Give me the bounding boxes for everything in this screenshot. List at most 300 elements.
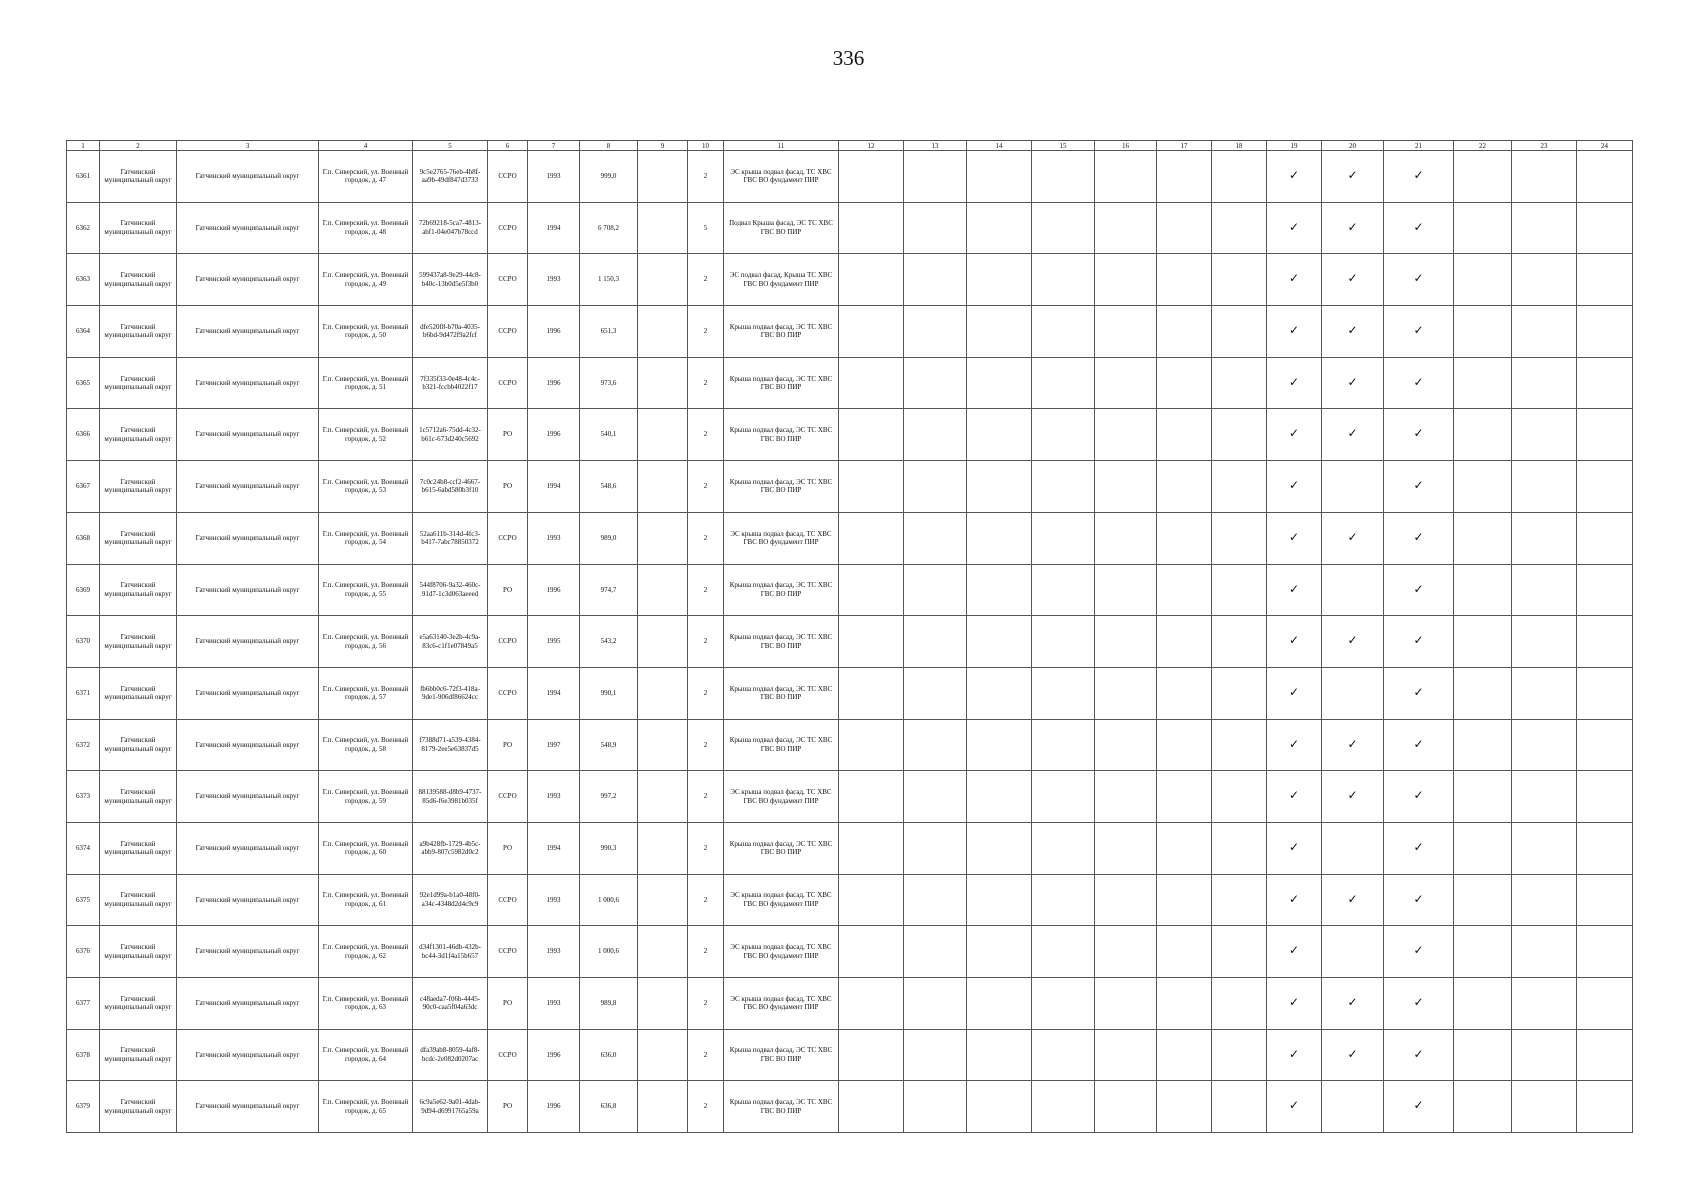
check-icon: ✓ [1288,374,1300,389]
empty-cell [1157,719,1212,771]
municipality-name: Гатчинский муниципальный округ [177,357,319,409]
floors: 5 [688,202,724,254]
check-cell [1322,254,1384,306]
empty-cell [1157,306,1212,358]
empty-cell [1157,254,1212,306]
check-cell [1384,719,1454,771]
check-cell [1384,254,1454,306]
check-cell [1322,771,1384,823]
check-cell [1267,667,1322,719]
page-number: 336 [832,46,865,70]
check-icon: ✓ [1288,219,1300,234]
check-icon: ✓ [1288,323,1300,338]
empty-cell [1157,926,1212,978]
area: 1 000,6 [580,874,638,926]
empty-cell [1212,616,1267,668]
check-cell [1322,202,1384,254]
year-built: 1997 [528,719,580,771]
check-cell [1322,719,1384,771]
empty-cell [1032,926,1095,978]
empty-cell [1512,306,1577,358]
column-header-17: 17 [1157,141,1212,151]
year-built: 1994 [528,202,580,254]
check-icon: ✓ [1288,581,1300,596]
address: Г.п. Сиверский, ул. Военный городок, д. 65 [319,1081,413,1133]
check-cell [1267,357,1322,409]
building-type: РО [488,409,528,461]
fias-code: d34f1301-46db-432b-bc44-3d1f4a15b657 [413,926,488,978]
check-icon: ✓ [1413,736,1424,751]
empty-cell [1095,409,1157,461]
empty-cell [904,978,967,1030]
empty-cell [1095,719,1157,771]
empty-cell [1577,1029,1633,1081]
municipality-name: Гатчинский муниципальный округ [177,1081,319,1133]
table-row [67,771,1633,823]
check-icon: ✓ [1288,529,1300,544]
empty-cell [904,771,967,823]
empty-cell [1157,461,1212,513]
column-9-value [638,202,688,254]
address: Г.п. Сиверский, ул. Военный городок, д. 61 [319,874,413,926]
empty-cell [1577,461,1633,513]
row-number: 6379 [67,1081,100,1133]
year-built: 1996 [528,564,580,616]
empty-cell [1454,254,1512,306]
empty-cell [1512,1081,1577,1133]
check-cell [1267,512,1322,564]
row-number: 6376 [67,926,100,978]
empty-cell [1322,564,1384,616]
building-type: ССРО [488,667,528,719]
column-header-19: 19 [1267,141,1322,151]
year-built: 1996 [528,306,580,358]
row-number: 6365 [67,357,100,409]
check-icon: ✓ [1413,581,1424,596]
floors: 2 [688,1081,724,1133]
area: 1 150,3 [580,254,638,306]
column-9-value [638,1081,688,1133]
empty-cell [1157,564,1212,616]
empty-cell [904,306,967,358]
empty-cell [839,202,904,254]
fias-code: 88139588-d8b9-4737-85d6-f6e3981b035f [413,771,488,823]
empty-cell [1577,1081,1633,1133]
check-cell [1267,1081,1322,1133]
works-list: Крыша подвал фасад, ЭС ТС ХВС ГВС ВО ПИР [724,564,839,616]
municipality-name: Гатчинский муниципальный округ [177,409,319,461]
empty-cell [839,719,904,771]
check-cell [1267,926,1322,978]
check-cell [1322,616,1384,668]
column-header-2: 2 [100,141,177,151]
row-number: 6366 [67,409,100,461]
check-cell [1322,978,1384,1030]
empty-cell [1454,771,1512,823]
empty-cell [904,564,967,616]
empty-cell [1322,926,1384,978]
area: 999,0 [580,151,638,203]
empty-cell [1032,151,1095,203]
table-row [67,151,1633,203]
works-list: ЭС крыша подвал фасад, ТС ХВС ГВС ВО фундамент ПИР [724,771,839,823]
empty-cell [967,616,1032,668]
column-9-value [638,719,688,771]
empty-cell [1454,616,1512,668]
building-type: ССРО [488,771,528,823]
column-9-value [638,254,688,306]
table-row [67,564,1633,616]
check-cell [1322,357,1384,409]
check-cell [1384,409,1454,461]
table-row [67,306,1633,358]
empty-cell [904,926,967,978]
check-icon: ✓ [1413,168,1424,183]
table-row [67,1029,1633,1081]
district-name: Гатчинский муниципальный округ [100,564,177,616]
check-icon: ✓ [1288,736,1300,751]
empty-cell [1512,616,1577,668]
address: Г.п. Сиверский, ул. Военный городок, д. 52 [319,409,413,461]
empty-cell [1577,151,1633,203]
building-type: ССРО [488,512,528,564]
empty-cell [1095,667,1157,719]
check-cell [1384,771,1454,823]
column-9-value [638,771,688,823]
check-icon: ✓ [1288,426,1300,441]
building-type: ССРО [488,874,528,926]
empty-cell [967,202,1032,254]
empty-cell [967,1081,1032,1133]
fias-code: 6c9a5e62-9a01-4dab-9d94-d6991765a59a [413,1081,488,1133]
empty-cell [1454,357,1512,409]
empty-cell [1512,874,1577,926]
check-icon: ✓ [1413,219,1424,234]
empty-cell [967,719,1032,771]
fias-code: c48aeda7-f06b-4445-90c0-caa5f04a63dc [413,978,488,1030]
check-icon: ✓ [1288,891,1300,906]
municipality-name: Гатчинский муниципальный округ [177,978,319,1030]
column-header-3: 3 [177,141,319,151]
check-cell [1267,151,1322,203]
empty-cell [1512,667,1577,719]
year-built: 1993 [528,151,580,203]
fias-code: f7388d71-a539-4384-8179-2ee5e63837d5 [413,719,488,771]
column-header-10: 10 [688,141,724,151]
address: Г.п. Сиверский, ул. Военный городок, д. 64 [319,1029,413,1081]
empty-cell [1577,409,1633,461]
empty-cell [1454,667,1512,719]
address: Г.п. Сиверский, ул. Военный городок, д. 56 [319,616,413,668]
address: Г.п. Сиверский, ул. Военный городок, д. 60 [319,822,413,874]
column-header-1: 1 [67,141,100,151]
table-row [67,357,1633,409]
check-icon: ✓ [1413,891,1424,906]
empty-cell [1032,306,1095,358]
column-header-8: 8 [580,141,638,151]
address: Г.п. Сиверский, ул. Военный городок, д. 50 [319,306,413,358]
fias-code: 92e1d99a-b1a0-48f0-a34c-4348d2d4c9c9 [413,874,488,926]
empty-cell [904,1081,967,1133]
empty-cell [1095,978,1157,1030]
district-name: Гатчинский муниципальный округ [100,616,177,668]
empty-cell [1454,512,1512,564]
check-cell [1384,357,1454,409]
building-type: РО [488,461,528,513]
empty-cell [1454,719,1512,771]
empty-cell [1577,616,1633,668]
check-cell [1384,202,1454,254]
municipality-name: Гатчинский муниципальный округ [177,461,319,513]
empty-cell [1512,822,1577,874]
area: 974,7 [580,564,638,616]
address: Г.п. Сиверский, ул. Военный городок, д. 51 [319,357,413,409]
check-cell [1384,667,1454,719]
check-icon: ✓ [1347,323,1358,338]
empty-cell [1212,409,1267,461]
address: Г.п. Сиверский, ул. Военный городок, д. 49 [319,254,413,306]
table-row [67,202,1633,254]
column-9-value [638,357,688,409]
municipality-name: Гатчинский муниципальный округ [177,926,319,978]
table-row [67,254,1633,306]
empty-cell [1577,926,1633,978]
empty-cell [839,1029,904,1081]
district-name: Гатчинский муниципальный округ [100,1029,177,1081]
empty-cell [1032,667,1095,719]
floors: 2 [688,409,724,461]
empty-cell [1512,564,1577,616]
floors: 2 [688,564,724,616]
empty-cell [1095,822,1157,874]
building-type: ССРО [488,926,528,978]
empty-cell [1212,667,1267,719]
works-list: Крыша подвал фасад, ЭС ТС ХВС ГВС ВО ПИР [724,461,839,513]
district-name: Гатчинский муниципальный округ [100,926,177,978]
empty-cell [1032,822,1095,874]
empty-cell [967,564,1032,616]
column-header-6: 6 [488,141,528,151]
empty-cell [1454,1029,1512,1081]
empty-cell [1032,202,1095,254]
empty-cell [1212,254,1267,306]
check-cell [1384,874,1454,926]
table-row [67,1081,1633,1133]
empty-cell [1512,202,1577,254]
empty-cell [1577,357,1633,409]
empty-cell [967,926,1032,978]
check-icon: ✓ [1347,788,1358,803]
empty-cell [839,254,904,306]
floors: 2 [688,667,724,719]
empty-cell [1212,1081,1267,1133]
check-icon: ✓ [1288,839,1300,854]
building-type: ССРО [488,357,528,409]
empty-cell [1212,461,1267,513]
check-cell [1322,306,1384,358]
row-number: 6362 [67,202,100,254]
check-icon: ✓ [1347,271,1358,286]
check-icon: ✓ [1413,788,1424,803]
check-icon: ✓ [1413,1098,1424,1113]
district-name: Гатчинский муниципальный округ [100,771,177,823]
area: 543,2 [580,616,638,668]
building-type: ССРО [488,202,528,254]
check-icon: ✓ [1347,736,1358,751]
empty-cell [839,874,904,926]
check-cell [1384,306,1454,358]
empty-cell [839,822,904,874]
check-icon: ✓ [1288,1046,1300,1061]
check-cell [1384,822,1454,874]
empty-cell [839,771,904,823]
empty-cell [967,357,1032,409]
empty-cell [1032,512,1095,564]
area: 548,6 [580,461,638,513]
check-icon: ✓ [1413,943,1424,958]
empty-cell [1212,1029,1267,1081]
floors: 2 [688,357,724,409]
check-icon: ✓ [1347,1046,1358,1061]
check-cell [1322,874,1384,926]
check-cell [1267,616,1322,668]
check-cell [1384,978,1454,1030]
empty-cell [1322,822,1384,874]
address: Г.п. Сиверский, ул. Военный городок, д. 53 [319,461,413,513]
empty-cell [1577,667,1633,719]
empty-cell [1032,357,1095,409]
empty-cell [967,409,1032,461]
year-built: 1996 [528,1029,580,1081]
empty-cell [967,1029,1032,1081]
works-list: Крыша подвал фасад, ЭС ТС ХВС ГВС ВО ПИР [724,409,839,461]
row-number: 6363 [67,254,100,306]
header-row [67,141,1633,151]
area: 651,3 [580,306,638,358]
address: Г.п. Сиверский, ул. Военный городок, д. 57 [319,667,413,719]
empty-cell [1032,1029,1095,1081]
municipality-name: Гатчинский муниципальный округ [177,822,319,874]
address: Г.п. Сиверский, ул. Военный городок, д. 58 [319,719,413,771]
municipality-name: Гатчинский муниципальный округ [177,771,319,823]
year-built: 1994 [528,822,580,874]
floors: 2 [688,306,724,358]
column-9-value [638,461,688,513]
building-type: РО [488,822,528,874]
address: Г.п. Сиверский, ул. Военный городок, д. 47 [319,151,413,203]
fias-code: 72b69218-5ca7-4813-abf1-04e047b78ccd [413,202,488,254]
check-icon: ✓ [1413,633,1424,648]
table-row [67,409,1633,461]
column-9-value [638,151,688,203]
check-icon: ✓ [1288,633,1300,648]
column-header-11: 11 [724,141,839,151]
fias-code: 7c0c24b8-ccf2-4667-b615-6abd580b3f10 [413,461,488,513]
check-cell [1267,978,1322,1030]
check-cell [1322,512,1384,564]
empty-cell [904,1029,967,1081]
empty-cell [1322,1081,1384,1133]
empty-cell [1095,461,1157,513]
area: 548,9 [580,719,638,771]
row-number: 6361 [67,151,100,203]
column-9-value [638,822,688,874]
check-cell [1267,564,1322,616]
empty-cell [839,978,904,1030]
district-name: Гатчинский муниципальный округ [100,254,177,306]
empty-cell [1157,822,1212,874]
fias-code: 1c5712a6-75dd-4c32-b61c-673d240c5692 [413,409,488,461]
district-name: Гатчинский муниципальный округ [100,874,177,926]
check-icon: ✓ [1347,891,1358,906]
building-type: ССРО [488,616,528,668]
district-name: Гатчинский муниципальный округ [100,719,177,771]
empty-cell [904,874,967,926]
year-built: 1993 [528,512,580,564]
works-list: Крыша подвал фасад, ЭС ТС ХВС ГВС ВО ПИР [724,1029,839,1081]
check-icon: ✓ [1288,788,1300,803]
building-type: РО [488,564,528,616]
empty-cell [1095,874,1157,926]
empty-cell [1212,512,1267,564]
empty-cell [1157,409,1212,461]
works-list: ЭС крыша подвал фасад, ТС ХВС ГВС ВО фундамент ПИР [724,512,839,564]
column-header-18: 18 [1212,141,1267,151]
floors: 2 [688,822,724,874]
empty-cell [1577,564,1633,616]
empty-cell [839,306,904,358]
check-cell [1322,409,1384,461]
area: 990,3 [580,822,638,874]
row-number: 6373 [67,771,100,823]
empty-cell [1212,874,1267,926]
check-cell [1267,254,1322,306]
column-header-20: 20 [1322,141,1384,151]
check-cell [1267,874,1322,926]
check-cell [1384,461,1454,513]
address: Г.п. Сиверский, ул. Военный городок, д. 63 [319,978,413,1030]
municipality-name: Гатчинский муниципальный округ [177,1029,319,1081]
works-list: ЭС крыша подвал фасад, ТС ХВС ГВС ВО фундамент ПИР [724,874,839,926]
empty-cell [1095,926,1157,978]
municipality-name: Гатчинский муниципальный округ [177,254,319,306]
empty-cell [1512,254,1577,306]
column-9-value [638,564,688,616]
column-header-16: 16 [1095,141,1157,151]
table-row [67,926,1633,978]
empty-cell [1454,822,1512,874]
area: 989,0 [580,512,638,564]
check-cell [1322,151,1384,203]
empty-cell [967,667,1032,719]
year-built: 1993 [528,978,580,1030]
check-icon: ✓ [1413,271,1424,286]
empty-cell [904,667,967,719]
works-list: Крыша подвал фасад, ЭС ТС ХВС ГВС ВО ПИР [724,1081,839,1133]
check-icon: ✓ [1288,478,1300,493]
check-cell [1384,1081,1454,1133]
check-cell [1267,771,1322,823]
floors: 2 [688,512,724,564]
check-icon: ✓ [1413,1046,1424,1061]
empty-cell [1032,771,1095,823]
register-table [66,140,1633,1133]
area: 636,8 [580,1081,638,1133]
empty-cell [1095,202,1157,254]
empty-cell [967,822,1032,874]
empty-cell [1212,151,1267,203]
empty-cell [904,512,967,564]
